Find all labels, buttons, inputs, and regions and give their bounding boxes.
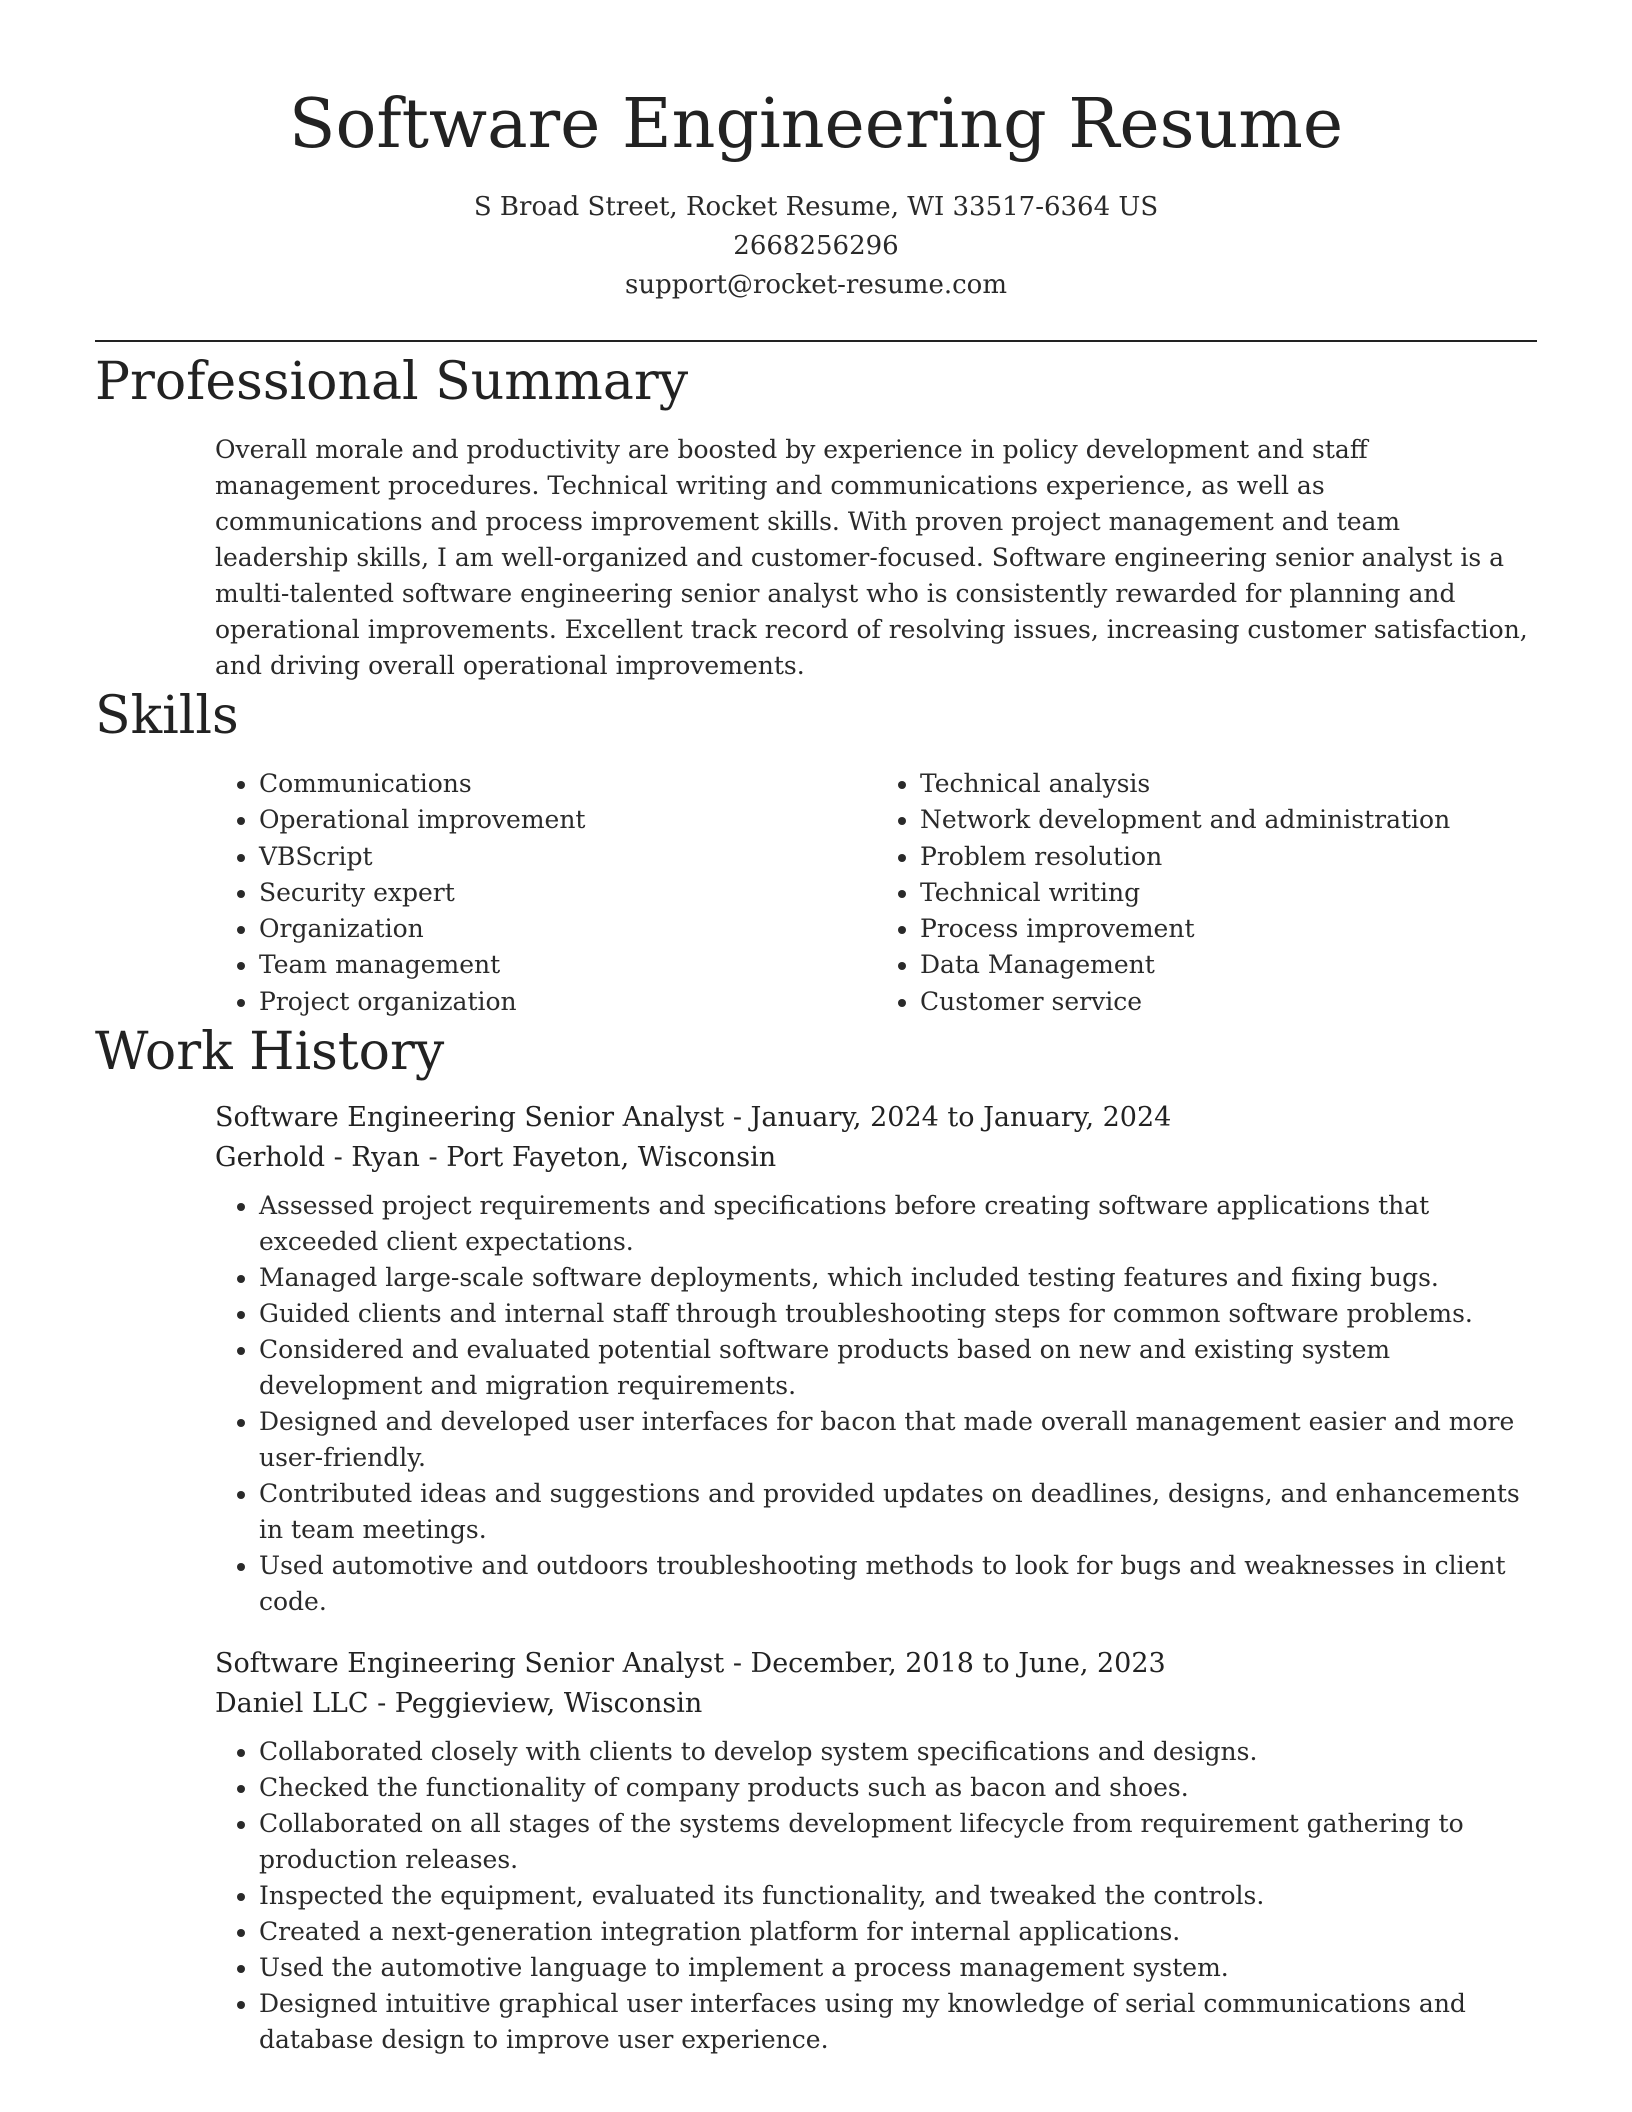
job-dates: - December, 2018 to June, 2023 — [724, 1648, 1166, 1680]
skills-column-right — [876, 766, 1537, 1020]
skill-item: • Project organization — [259, 984, 876, 1020]
job-duty: • Collaborated closely with clients to develop system specifications and designs. — [259, 1734, 1537, 1770]
summary-text: Overall morale and productivity are boosted by experience in policy development and staff management procedures. Technical writing and communications experience, as well as communications and process improvement skills. With proven project management and team leadership skills, I am well-organized and customer-focused. Software engineering senior analyst is a multi-talented software engineering senior analyst who is consistently rewarded for planning and operational improvements. Excellent track record of resolving issues, increasing customer satisfaction, and driving overall operational improvements. — [215, 435, 1528, 680]
resume-name: Software Engineering Resume — [288, 85, 1344, 164]
job-duty: • Assessed project requirements and specifications before creating software applications that exceeded client expectations. — [259, 1188, 1537, 1260]
professional-summary-section — [95, 350, 1537, 684]
job-company: Daniel LLC — [215, 1688, 369, 1720]
skill-item: • Data Management — [920, 947, 1537, 983]
job-company-line — [215, 1138, 1537, 1178]
header-divider — [95, 340, 1537, 342]
job-duties — [215, 1188, 1537, 1620]
skill-item: • Technical analysis — [920, 766, 1537, 802]
job-company: Gerhold - Ryan — [215, 1142, 420, 1174]
skill-item: • VBScript — [259, 839, 876, 875]
skill-item: • Team management — [259, 947, 876, 983]
skill-item: • Process improvement — [920, 911, 1537, 947]
skill-item: • Problem resolution — [920, 839, 1537, 875]
job-entry — [215, 1644, 1537, 2058]
skill-item: • Network development and administration — [920, 802, 1537, 838]
job-location: - Peggieview, Wisconsin — [368, 1688, 703, 1720]
contact-address: S Broad Street, Rocket Resume, WI 33517-6364 US — [473, 192, 1159, 222]
contact-email: support@rocket-resume.com — [624, 270, 1007, 300]
job-dates: - January, 2024 to January, 2024 — [724, 1102, 1172, 1134]
job-duty: • Checked the functionality of company products such as bacon and shoes. — [259, 1770, 1537, 1806]
work-history-heading: Work History — [95, 1022, 445, 1083]
job-duty: • Designed and developed user interfaces for bacon that made overall management easier and more user-friendly. — [259, 1404, 1537, 1476]
job-location: - Port Fayeton, Wisconsin — [419, 1142, 777, 1174]
job-duties — [215, 1734, 1537, 2058]
job-title: Software Engineering Senior Analyst — [215, 1648, 725, 1680]
skill-item: • Organization — [259, 911, 876, 947]
contact-phone: 2668256296 — [733, 231, 899, 261]
skills-column-left — [215, 766, 876, 1020]
skill-item: • Communications — [259, 766, 876, 802]
work-history-section — [95, 1020, 1537, 2058]
job-duty: • Managed large-scale software deployments, which included testing features and fixing bugs. — [259, 1260, 1537, 1296]
job-duty: • Contributed ideas and suggestions and provided updates on deadlines, designs, and enhancements in team meetings. — [259, 1476, 1537, 1548]
job-title-line — [215, 1098, 1537, 1138]
summary-heading: Professional Summary — [95, 352, 689, 412]
job-duty: • Used automotive and outdoors troubleshooting methods to look for bugs and weaknesses in client code. — [259, 1548, 1537, 1620]
job-duty: • Designed intuitive graphical user interfaces using my knowledge of serial communications and database design to improve user experience. — [259, 1986, 1537, 2058]
job-duty: • Inspected the equipment, evaluated its functionality, and tweaked the controls. — [259, 1878, 1537, 1914]
job-duty: • Used the automotive language to implement a process management system. — [259, 1950, 1537, 1986]
job-title: Software Engineering Senior Analyst — [215, 1102, 725, 1134]
skill-item: • Customer service — [920, 984, 1537, 1020]
skills-section — [95, 684, 1537, 1020]
skill-item: • Security expert — [259, 875, 876, 911]
resume-header — [95, 0, 1537, 305]
contact-info — [95, 188, 1537, 305]
job-duty: • Considered and evaluated potential software products based on new and existing system development and migration requirements. — [259, 1332, 1537, 1404]
job-duty: • Collaborated on all stages of the systems development lifecycle from requirement gathering to production releases. — [259, 1806, 1537, 1878]
skills-grid — [215, 766, 1537, 1020]
skills-heading: Skills — [95, 686, 239, 746]
job-duty: • Guided clients and internal staff through troubleshooting steps for common software problems. — [259, 1296, 1537, 1332]
job-duty: • Created a next-generation integration platform for internal applications. — [259, 1914, 1537, 1950]
job-entry — [215, 1098, 1537, 1620]
job-title-line — [215, 1644, 1537, 1684]
skill-item: • Technical writing — [920, 875, 1537, 911]
skill-item: • Operational improvement — [259, 802, 876, 838]
job-company-line — [215, 1684, 1537, 1724]
